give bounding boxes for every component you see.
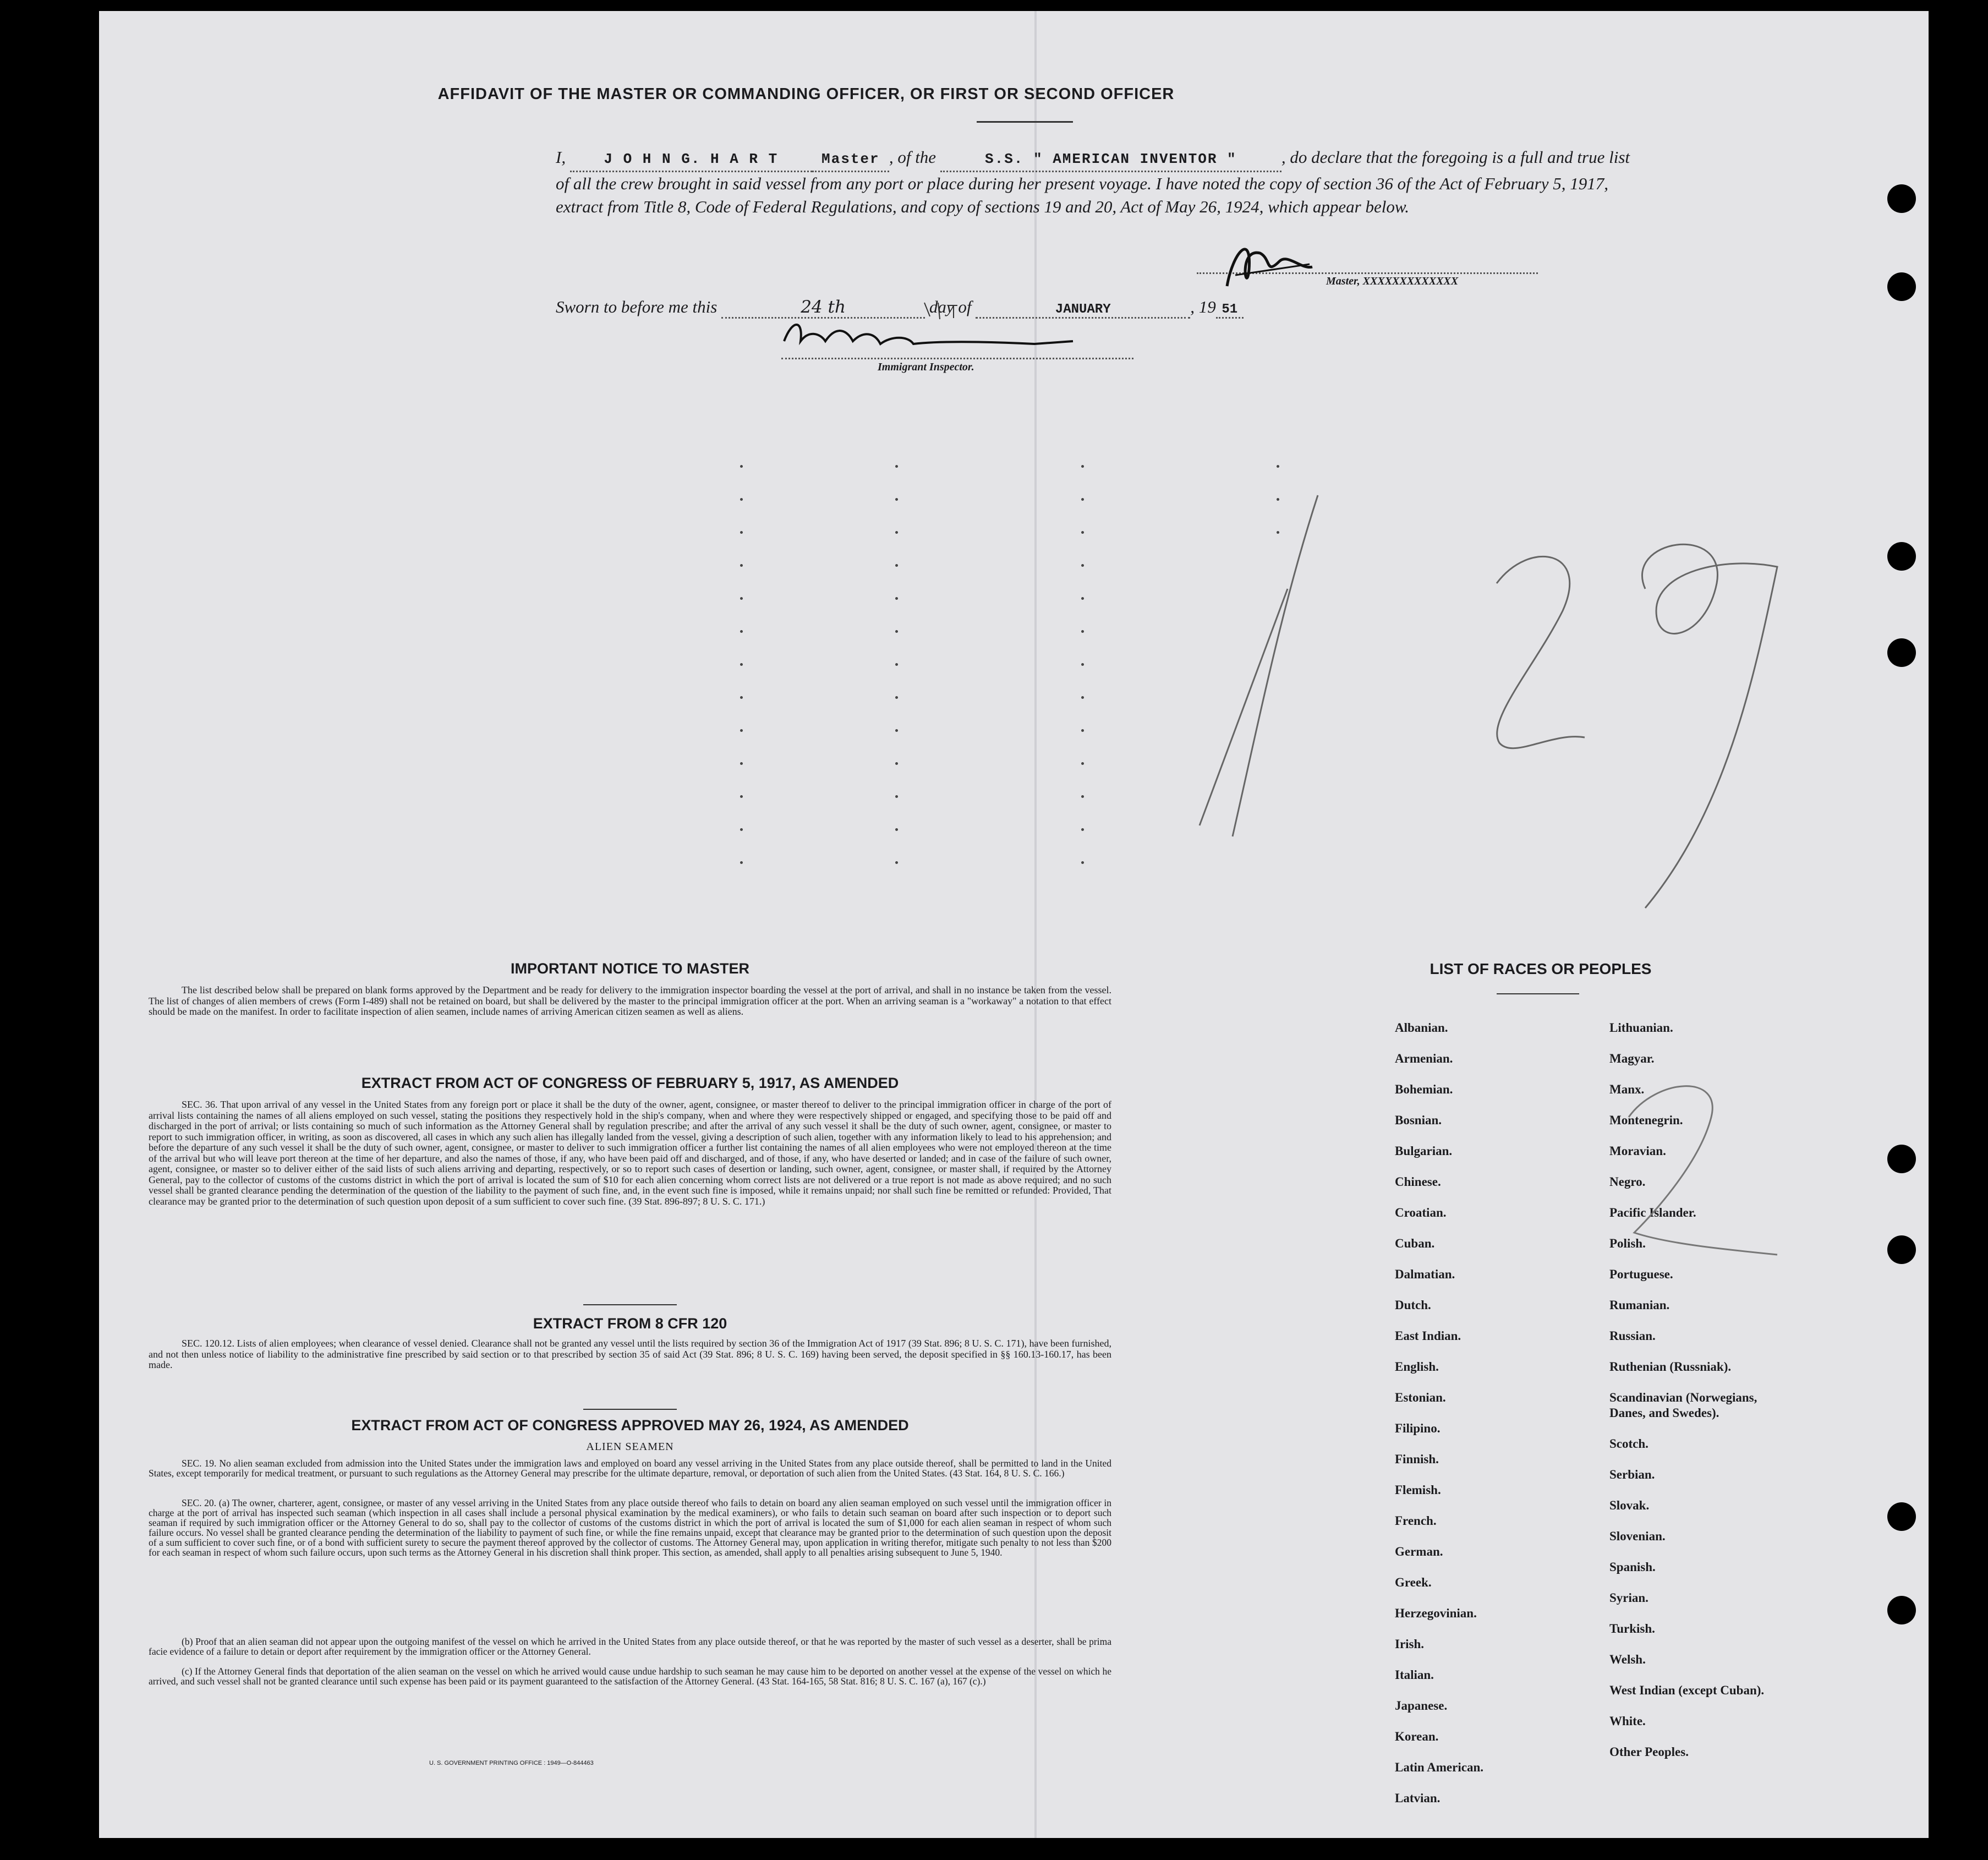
race-entry: Lithuanian. (1609, 1021, 1673, 1035)
vessel-field: S.S. " AMERICAN INVENTOR " (940, 147, 1281, 172)
race-entry: Chinese. (1395, 1175, 1441, 1189)
handwritten-2 (1497, 556, 1585, 748)
race-entry: Dutch. (1395, 1298, 1431, 1312)
race-entry: Bosnian. (1395, 1113, 1442, 1127)
notice-title: IMPORTANT NOTICE TO MASTER (511, 960, 749, 977)
sworn-prefix: Sworn to before me this (556, 297, 718, 316)
master-name-field: J O H N G. H A R T (570, 147, 812, 172)
race-entry: Other Peoples. (1609, 1745, 1689, 1759)
race-entry: Croatian. (1395, 1206, 1447, 1219)
race-entry: Armenian. (1395, 1052, 1453, 1065)
race-entry: Syrian. (1609, 1591, 1649, 1605)
notice-text: The list described below shall be prepared on blank forms approved by the Department and be ready for delivery to the immigration inspector boarding the vessel at the port of arrival, and shall in no instance be taken from the vessel. The list of changes of alien members of crews (Form I-489) shall not be retained on board, but shall be delivered by the master to the principal immigration officer at the port. When an arriving seaman is a "workaway" a notation to that effect should be made on the manifest. In order to facilitate inspection of alien seamen, include names of arriving American citizen seamen as well as aliens. (149, 984, 1111, 1017)
race-entry: Albanian. (1395, 1021, 1448, 1035)
decl-do-declare: , do declare (1281, 147, 1362, 167)
extract-1924-sec20b: (b) Proof that an alien seaman did not appear upon the outgoing manifest of the vessel on which he arrived in the United States from any place outside thereof, or that he was reported by the master of such vessel as a deserter, shall be prima facie evidence of a failure to detain or deport after requirement by the immigration officer or the Attorney General. (149, 1636, 1111, 1657)
race-entry: Welsh. (1609, 1653, 1646, 1666)
race-entry: Polish. (1609, 1237, 1646, 1250)
race-entry: Danes, and Swedes). (1609, 1406, 1719, 1420)
sworn-year-prefix: , 19 (1190, 297, 1216, 316)
race-entry: English. (1395, 1360, 1439, 1374)
race-entry: Filipino. (1395, 1421, 1441, 1435)
extract-1924-sec19: SEC. 19. No alien seaman excluded from admission into the United States under the immigration laws and employed on board any vessel arriving in the United States from any place outside thereof, shall be permitted to land in the United States, except temporarily for medical treatment, or pursuant to such regulations as the Attorney General may prescribe for the ultimate departure, removal, or deportation of such alien from the United States. (43 Stat. 164, 8 U. S. C. 166.) (149, 1458, 1111, 1479)
sworn-day-of: day of (929, 297, 972, 316)
race-entry: Finnish. (1395, 1452, 1439, 1466)
handwriting-layer (99, 11, 1929, 1838)
race-entry: Serbian. (1609, 1468, 1655, 1481)
race-entry: Latvian. (1395, 1791, 1441, 1805)
race-entry: Herzegovinian. (1395, 1606, 1477, 1620)
inspector-caption: Immigrant Inspector. (878, 361, 974, 373)
rank-field: Master (812, 147, 889, 172)
extract-1924-title: EXTRACT FROM ACT OF CONGRESS APPROVED MAY 26, 1924, AS AMENDED (351, 1417, 909, 1434)
master-signature (1227, 249, 1312, 286)
sworn-day-field: 24 th (721, 297, 925, 319)
race-entry: Magyar. (1609, 1052, 1655, 1065)
race-entry: Moravian. (1609, 1144, 1666, 1158)
handwritten-9 (1642, 544, 1777, 908)
race-entry: Montenegrin. (1609, 1113, 1683, 1127)
race-entry: White. (1609, 1714, 1646, 1728)
race-entry: Cuban. (1395, 1237, 1435, 1250)
sworn-month-field: JANUARY (976, 302, 1190, 319)
extract-cfr-text: SEC. 120.12. Lists of alien employees; when clearance of vessel denied. Clearance shall not be granted any vessel until the lists required by section 36 of the Immigration Act of 1917 (39 Stat. 896; 8 U. S. C. 171), have been furnished, and not then unless notice of liability to the administrative fine prescribed by said section or to that prescribed by section 35 of said Act (39 Stat. 896; 8 U. S. C. 169) having been served, the deposit specified in §§ 160.13-160.17, has been made. (149, 1338, 1111, 1370)
race-entry: Scotch. (1609, 1437, 1649, 1451)
race-entry: East Indian. (1395, 1329, 1461, 1343)
race-entry: Negro. (1609, 1175, 1646, 1189)
race-entry: Latin American. (1395, 1760, 1483, 1774)
decl-prefix: I, (556, 147, 566, 167)
printer-imprint: U. S. GOVERNMENT PRINTING OFFICE : 1949—O-844463 (429, 1760, 594, 1766)
races-title: LIST OF RACES OR PEOPLES (1430, 960, 1652, 977)
race-entry: Turkish. (1609, 1622, 1655, 1635)
inspector-signature (784, 325, 1073, 344)
race-entry: French. (1395, 1514, 1437, 1528)
extract-1924-sec20c: (c) If the Attorney General finds that deportation of the alien seaman on the vessel on which he arrived would cause undue hardship to such seaman he may cause him to be deported on another vessel at the expense of the vessel on which he arrived, and such vessel shall not be granted clearance until such expense has been paid or its payment guaranteed to the satisfaction of the Attorney General. (43 Stat. 164-165, 58 Stat. 816; 8 U. S. C. 167 (a), 167 (c).) (149, 1666, 1111, 1687)
handwritten-mark-2 (1629, 1086, 1777, 1255)
race-entry: Bohemian. (1395, 1082, 1453, 1096)
race-entry: Manx. (1609, 1082, 1645, 1096)
race-entry: Ruthenian (Russniak). (1609, 1360, 1732, 1374)
race-entry: Korean. (1395, 1730, 1439, 1743)
race-entry: Bulgarian. (1395, 1144, 1453, 1158)
extract-1924-sec20a: SEC. 20. (a) The owner, charterer, agent, consignee, or master of any vessel arriving in the United States from any place outside thereof who fails to detain on board any alien seaman employed on such vessel until the immigration officer in charge at the port of arrival has inspected such seaman (which inspection in all cases shall include a personal physical examination by the medical examiners), or who fails to detain such seaman on board after such inspection or to deport such seaman if required by such immigration officer or the Attorney General to do so, shall pay to the collector of customs of the customs district in which the port of arrival is located the sum of $1,000 for each alien seaman in respect of whom such failure occurs. No vessel shall be granted clearance pending the determination of the liability to payment of such fine, or while the fine remains unpaid, except that clearance may be granted prior to the determination of such question upon the deposit of a sum sufficient to cover such fine, or of a bond with sufficient surety to secure the payment thereof approved by the collector of customs. The Attorney General may, upon application in writing therefor, mitigate such penalty to not less than $200 for each seaman in respect of whom such failure occurs, upon such terms as the Attorney General in his discretion shall think proper. This section, as amended, shall apply to all penalties arising subsequent to June 5, 1940. (149, 1497, 1111, 1558)
race-entry: Estonian. (1395, 1391, 1446, 1404)
decl-body: that the foregoing is a full and true list of all the crew brought in said vessel from any port or place during her present voyage. I have noted the copy of section 36 of the Act of February 5, 1917, extract from Title 8, Code of Federal Regulations, and copy of sections 19 and 20, Act of May 26, 1924, which appear below. (556, 147, 1630, 216)
affidavit-title: AFFIDAVIT OF THE MASTER OR COMMANDING OFFICER, OR FIRST OR SECOND OFFICER (437, 85, 1175, 103)
decl-of: , of the (889, 147, 937, 167)
extract-1917-title: EXTRACT FROM ACT OF CONGRESS OF FEBRUARY 5, 1917, AS AMENDED (361, 1075, 899, 1091)
race-entry: Scandinavian (Norwegians, (1609, 1391, 1757, 1404)
race-entry: Italian. (1395, 1668, 1434, 1682)
document-page (99, 11, 1929, 1838)
race-entry: Slovenian. (1609, 1529, 1666, 1543)
day-handwriting (924, 303, 957, 319)
race-entry: Japanese. (1395, 1699, 1448, 1713)
race-entry: Slovak. (1609, 1498, 1650, 1512)
race-entry: Rumanian. (1609, 1298, 1670, 1312)
handwritten-1-b (1233, 495, 1318, 836)
race-entry: Spanish. (1609, 1560, 1656, 1574)
race-entry: Pacific Islander. (1609, 1206, 1696, 1219)
race-entry: Greek. (1395, 1575, 1432, 1589)
race-entry: German. (1395, 1545, 1443, 1558)
race-entry: West Indian (except Cuban). (1609, 1683, 1765, 1697)
race-entry: Irish. (1395, 1637, 1425, 1651)
race-entry: Flemish. (1395, 1483, 1441, 1497)
extract-cfr-title: EXTRACT FROM 8 CFR 120 (533, 1315, 727, 1332)
race-entry: Russian. (1609, 1329, 1656, 1343)
sworn-year-field: 51 (1216, 302, 1244, 319)
race-entry: Dalmatian. (1395, 1267, 1455, 1281)
race-entry: Portuguese. (1609, 1267, 1673, 1281)
extract-1917-text: SEC. 36. That upon arrival of any vessel in the United States from any foreign port or place it shall be the duty of the owner, agent, consignee, or master thereof to deliver to the principal immigration officer in charge of the port of arrival lists containing the names of all aliens employed on such vessel, stating the positions they respectively hold in the ship's company, when and where they were respectively shipped or engaged, and specifying those to be paid off and discharged in the port of arrival; or lists containing so much of such information as the Attorney General shall by regulation prescribe; and after the arrival of any such vessel it shall be the duty of such owner, agent, consignee, or master to report to such immigration officer, in writing, as soon as discovered, all cases in which any such alien has illegally landed from the vessel, giving a description of such alien, together with any information likely to lead to his apprehension; and before the departure of any such vessel it shall be the duty of such owner, agent, consignee, or master to deliver to such immigration officer a further list containing the names of all alien employees who were not employed thereon at the time of the arrival but who will leave port thereon at the time of her departure, and also the names of those, if any, who have been paid off and discharged, and of those, if any, who have deserted or landed; and in case of the failure of such owner, agent, consignee, or master so to deliver either of the said lists of such aliens arriving and departing, respectively, or so to report such cases of desertion or landing, such owner, agent, consignee, or master shall, if required by the Attorney General, pay to the collector of customs of the customs district in which the port of arrival is located the sum of $10 for each alien concerning whom correct lists are not delivered or a true report is not made as above required; and no such vessel shall be granted clearance pending the determination of the question of the liability to the payment of such fine, and, in the event such fine is imposed, while it remains unpaid; nor shall such fine be remitted or refunded: Provided, That clearance may be granted prior to the determination of such question upon deposit of a sum sufficient to cover such fine. (39 Stat. 896-897; 8 U. S. C. 171.) (149, 1099, 1111, 1207)
extract-1924-subtitle: ALIEN SEAMEN (586, 1441, 674, 1453)
master-caption: Master, XXXXXXXXXXXXX (1326, 275, 1459, 287)
